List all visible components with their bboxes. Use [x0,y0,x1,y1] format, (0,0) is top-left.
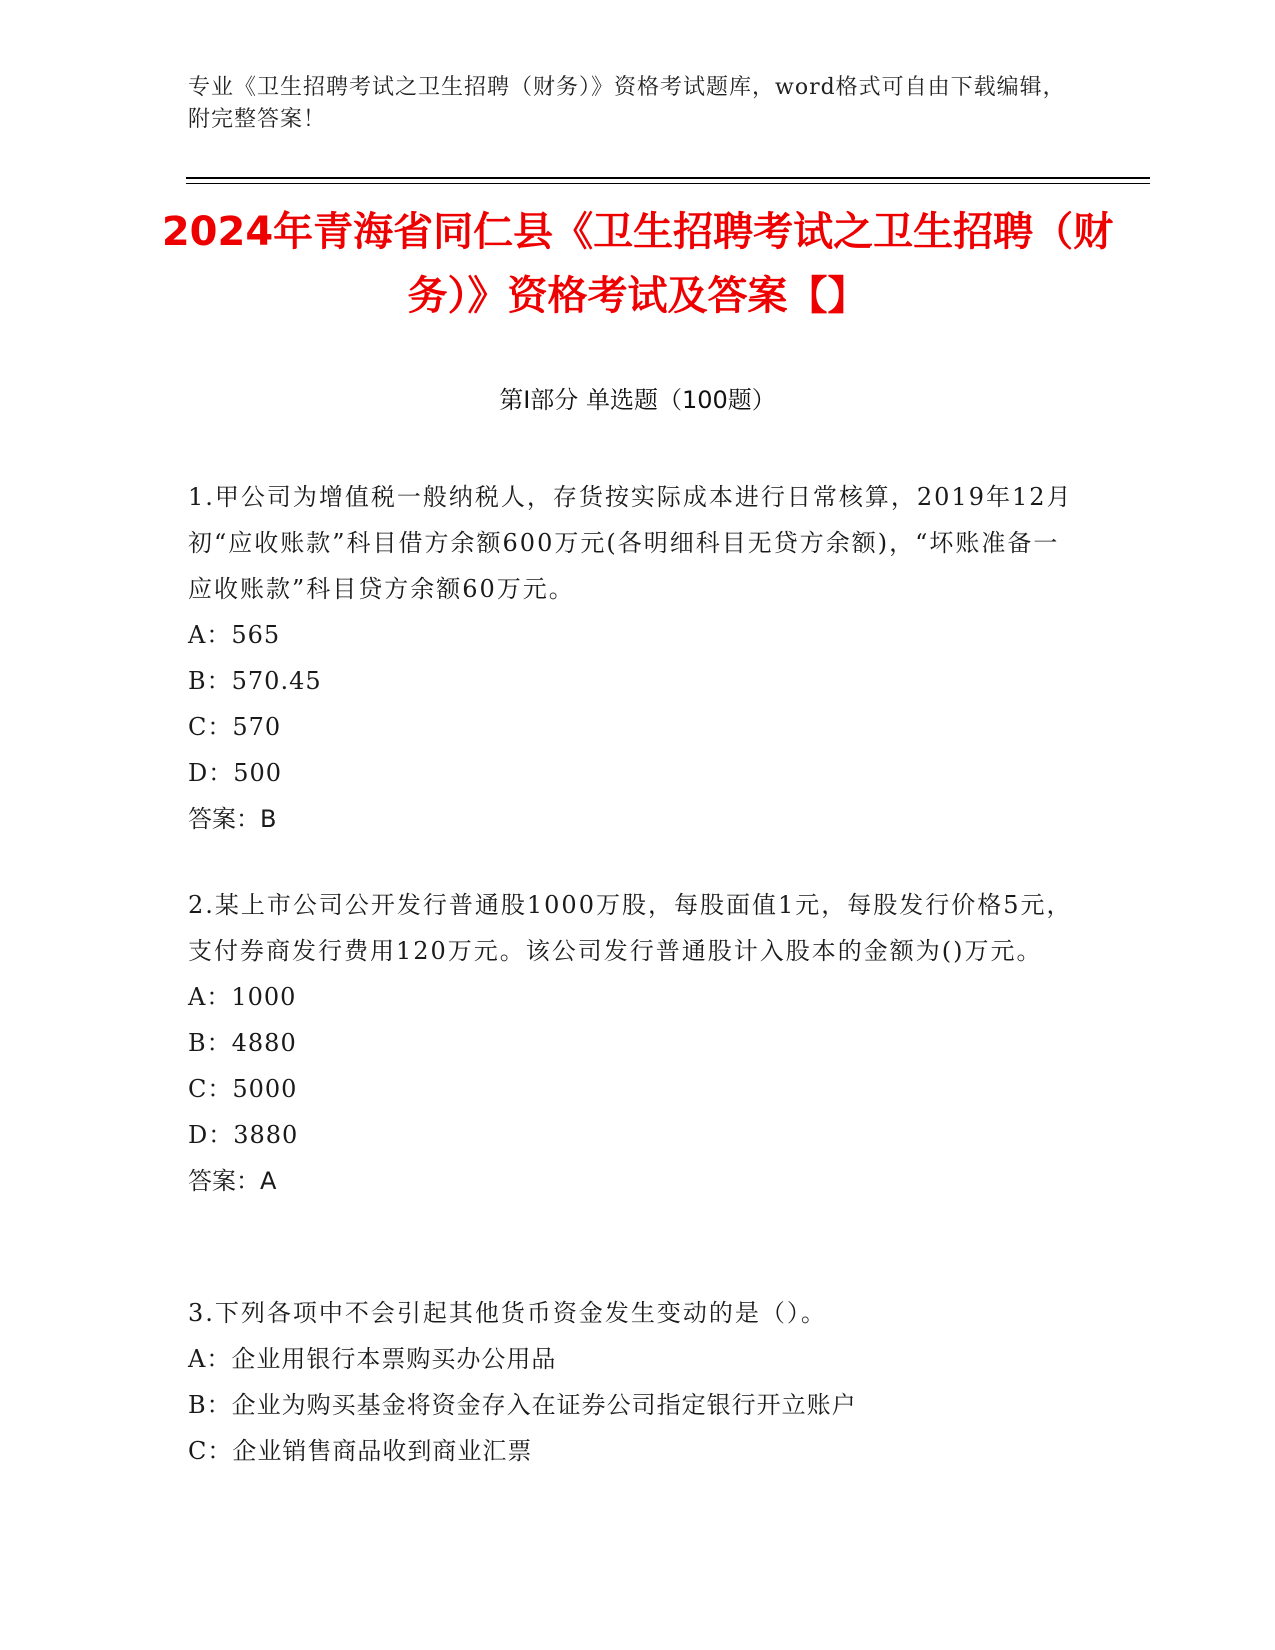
option-a: A：1000 [188,983,297,1011]
option-a: A：企业用银行本票购买办公用品 [188,1345,557,1373]
option-c: C：企业销售商品收到商业汇票 [188,1437,533,1465]
question-3 [188,1290,1078,1474]
question-2 [188,882,1078,1204]
header-note: 专业《卫生招聘考试之卫生招聘（财务）》资格考试题库，word格式可自由下载编辑，附完整答案！ [188,75,1066,132]
option-a: A：565 [188,621,281,649]
option-d: D：500 [188,759,283,787]
answer-line: 答案：B [188,805,277,833]
question-stem: 3.下列各项中不会引起其他货币资金发生变动的是（）。 [188,1299,827,1327]
option-b: B：企业为购买基金将资金存入在证券公司指定银行开立账户 [188,1391,857,1419]
question-stem: 1.甲公司为增值税一般纳税人，存货按实际成本进行日常核算，2019年12月初“应收账款”科目借方余额600万元(各明细科目无贷方余额)，“坏账准备一应收账款”科目贷方余额60万元。 [188,483,1073,603]
option-c: C：5000 [188,1075,298,1103]
answer-line: 答案：A [188,1167,277,1195]
header-divider-thick [186,177,1150,179]
header-divider-thin [186,183,1150,184]
option-c: C：570 [188,713,282,741]
option-b: B：4880 [188,1029,297,1057]
question-1 [188,474,1078,842]
section-heading: 第I部分 单选题（100题） [499,386,776,414]
option-b: B：570.45 [188,667,322,695]
question-stem: 2.某上市公司公开发行普通股1000万股，每股面值1元，每股发行价格5元，支付券商发行费用120万元。该公司发行普通股计入股本的金额为()万元。 [188,891,1073,965]
document-title: 2024年青海省同仁县《卫生招聘考试之卫生招聘（财务）》资格考试及答案【】 [161,209,1114,319]
option-d: D：3880 [188,1121,299,1149]
